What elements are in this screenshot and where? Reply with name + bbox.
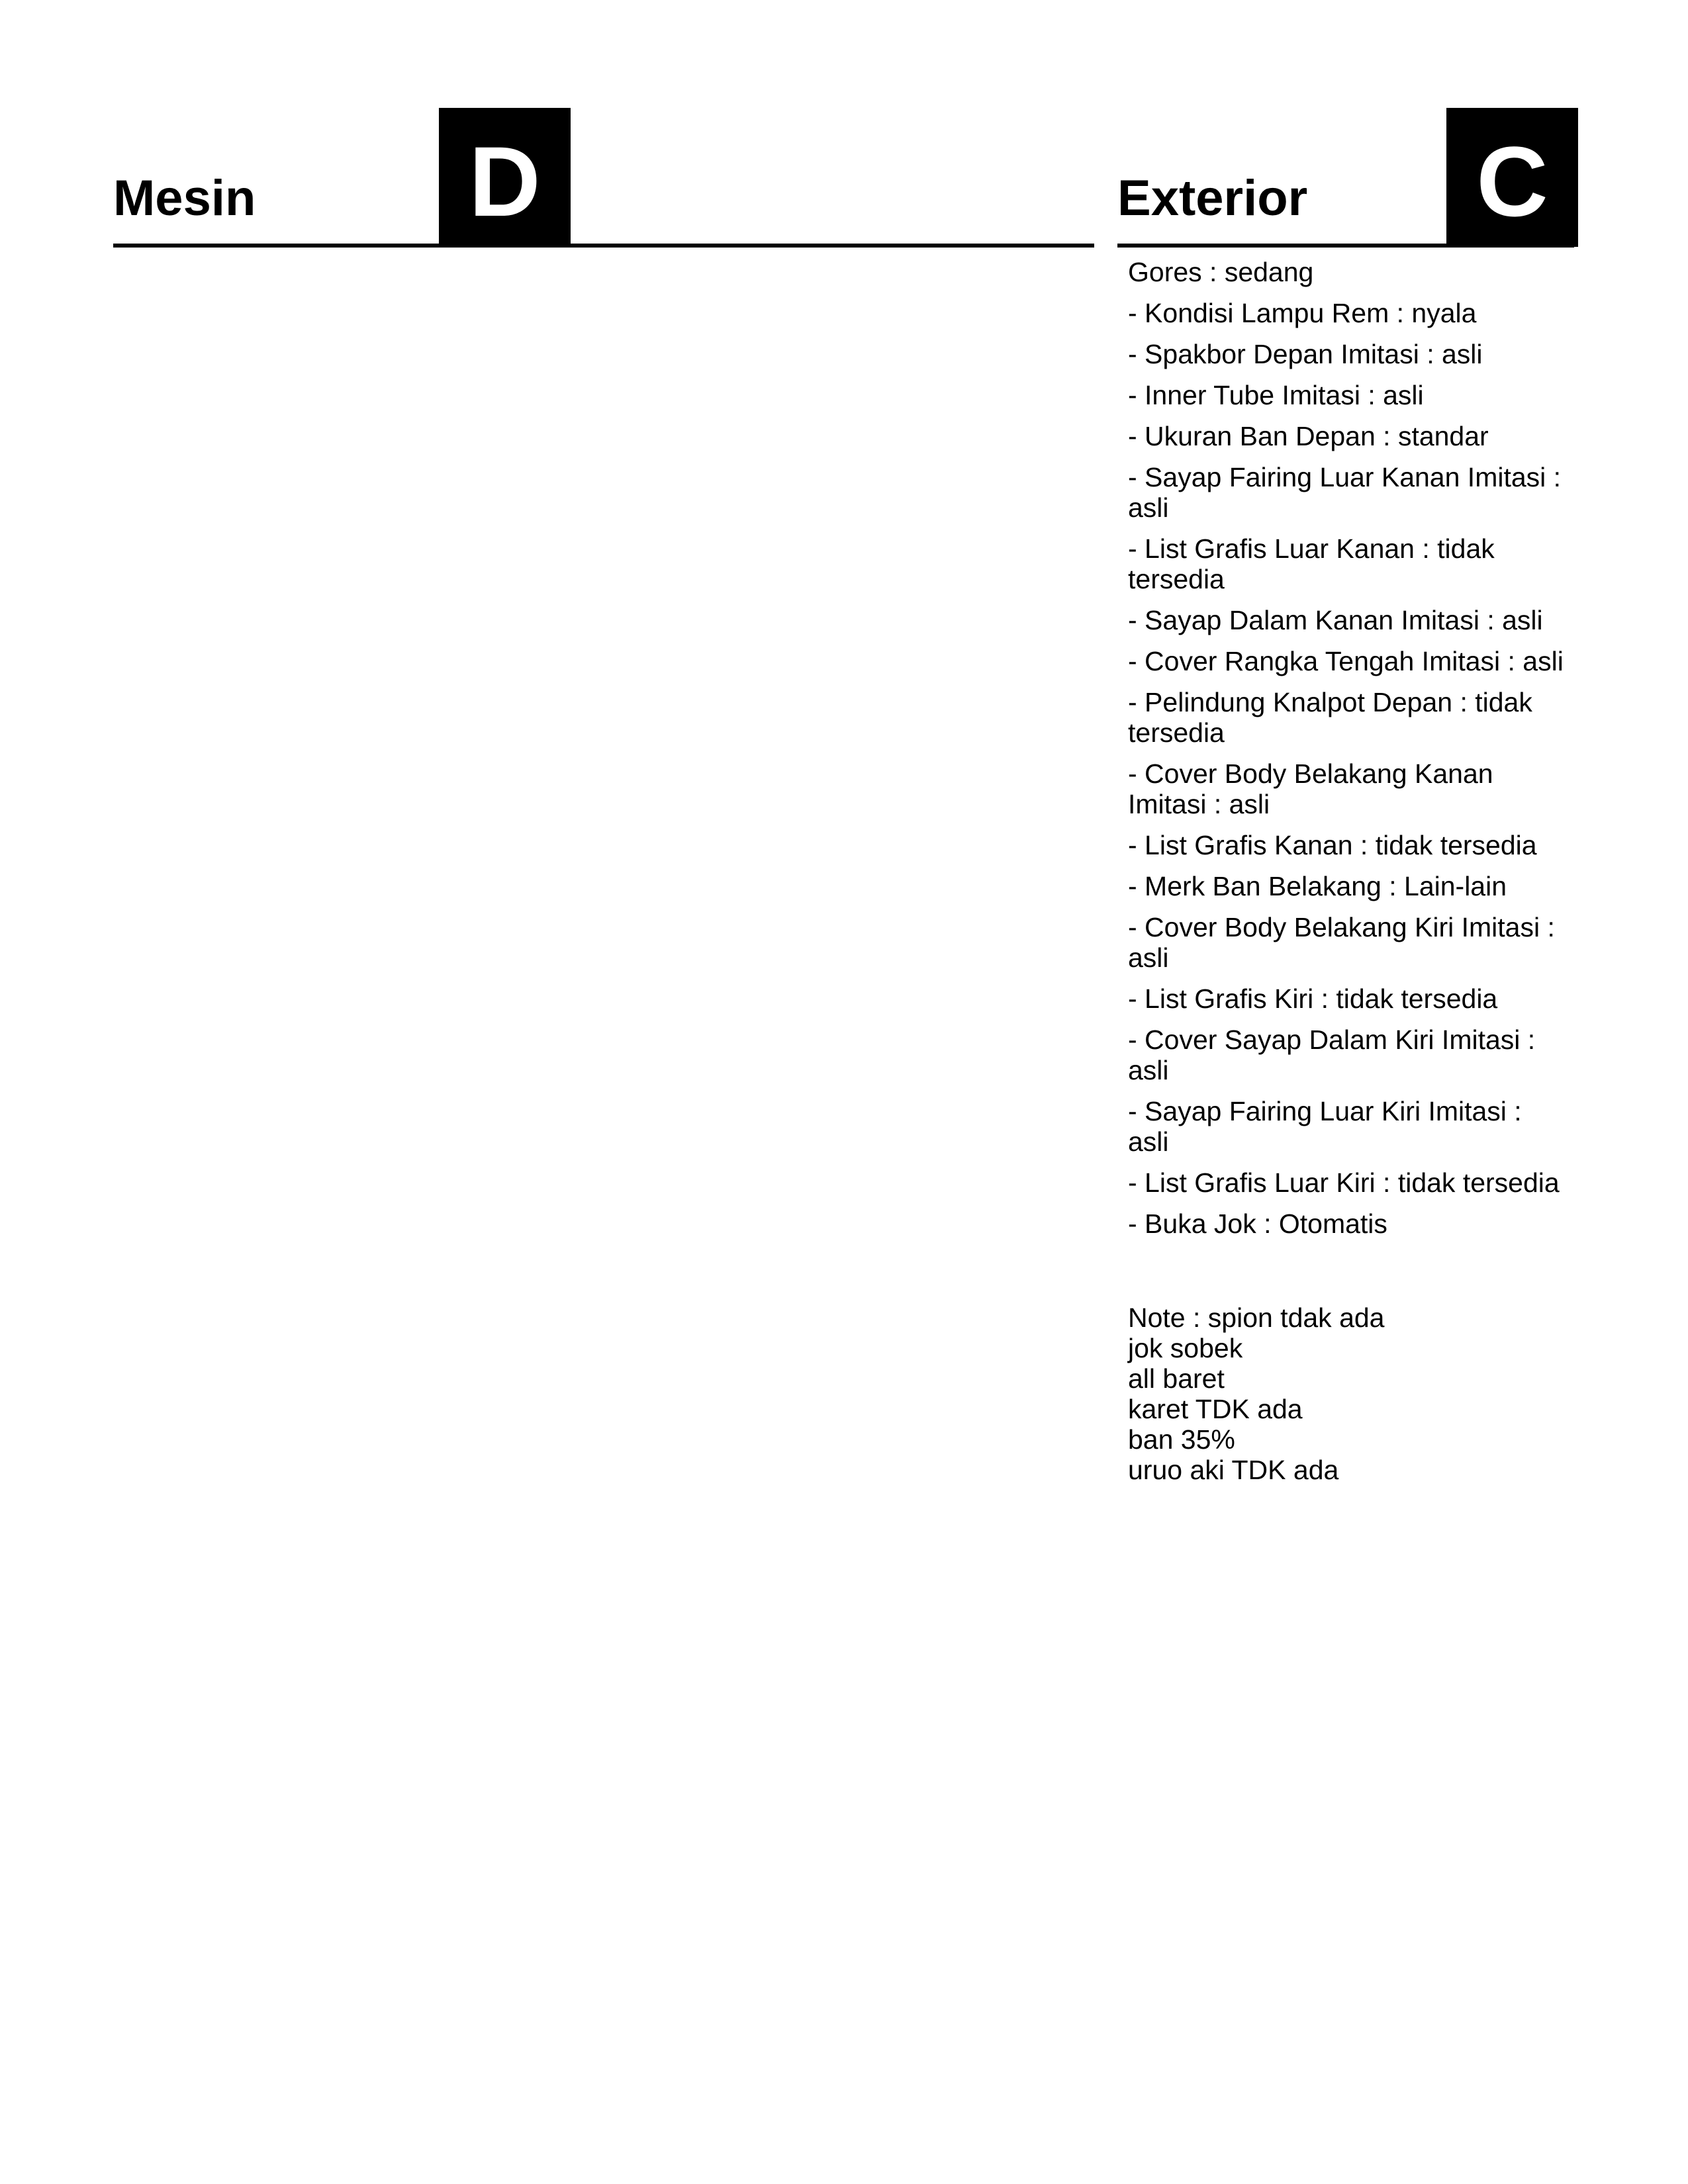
mesin-section-divider bbox=[113, 244, 1094, 248]
list-item: - Cover Body Belakang Kiri Imitasi : asli bbox=[1128, 912, 1555, 973]
note-line: all baret bbox=[1128, 1363, 1225, 1394]
list-item: - Cover Rangka Tengah Imitasi : asli bbox=[1128, 646, 1564, 676]
note-line: karet TDK ada bbox=[1128, 1394, 1303, 1424]
list-item: - Inner Tube Imitasi : asli bbox=[1128, 380, 1424, 410]
note-line: ban 35% bbox=[1128, 1424, 1235, 1455]
exterior-section-divider bbox=[1117, 244, 1574, 248]
mesin-grade-badge: D bbox=[439, 108, 571, 247]
list-item: - Cover Body Belakang Kanan Imitasi : asli bbox=[1128, 758, 1493, 819]
list-item: - Ukuran Ban Depan : standar bbox=[1128, 421, 1489, 451]
list-item: - Buka Jok : Otomatis bbox=[1128, 1208, 1387, 1239]
note-line: uruo aki TDK ada bbox=[1128, 1455, 1339, 1485]
list-item: - Cover Sayap Dalam Kiri Imitasi : asli bbox=[1128, 1024, 1536, 1085]
list-item: - List Grafis Luar Kanan : tidak tersedia bbox=[1128, 533, 1495, 594]
note-line: Note : spion tdak ada bbox=[1128, 1302, 1385, 1333]
list-item: Gores : sedang bbox=[1128, 257, 1314, 287]
exterior-grade-badge: C bbox=[1446, 108, 1578, 247]
list-item: - Pelindung Knalpot Depan : tidak tersedia bbox=[1128, 687, 1532, 748]
exterior-section-title: Exterior bbox=[1117, 170, 1308, 226]
list-item: - List Grafis Luar Kiri : tidak tersedia bbox=[1128, 1167, 1560, 1198]
mesin-section-title: Mesin bbox=[113, 170, 256, 226]
list-item: - Sayap Fairing Luar Kiri Imitasi : asli bbox=[1128, 1096, 1522, 1157]
list-item: - List Grafis Kiri : tidak tersedia bbox=[1128, 983, 1498, 1014]
list-item: - Sayap Fairing Luar Kanan Imitasi : asli bbox=[1128, 462, 1562, 523]
exterior-condition-list bbox=[1128, 257, 1565, 1250]
list-item: - List Grafis Kanan : tidak tersedia bbox=[1128, 830, 1537, 860]
list-item: - Merk Ban Belakang : Lain-lain bbox=[1128, 871, 1507, 901]
list-item: - Spakbor Depan Imitasi : asli bbox=[1128, 339, 1483, 369]
exterior-note bbox=[1128, 1302, 1565, 1485]
note-line: jok sobek bbox=[1128, 1333, 1243, 1363]
list-item: - Kondisi Lampu Rem : nyala bbox=[1128, 298, 1477, 328]
list-item: - Sayap Dalam Kanan Imitasi : asli bbox=[1128, 605, 1543, 635]
